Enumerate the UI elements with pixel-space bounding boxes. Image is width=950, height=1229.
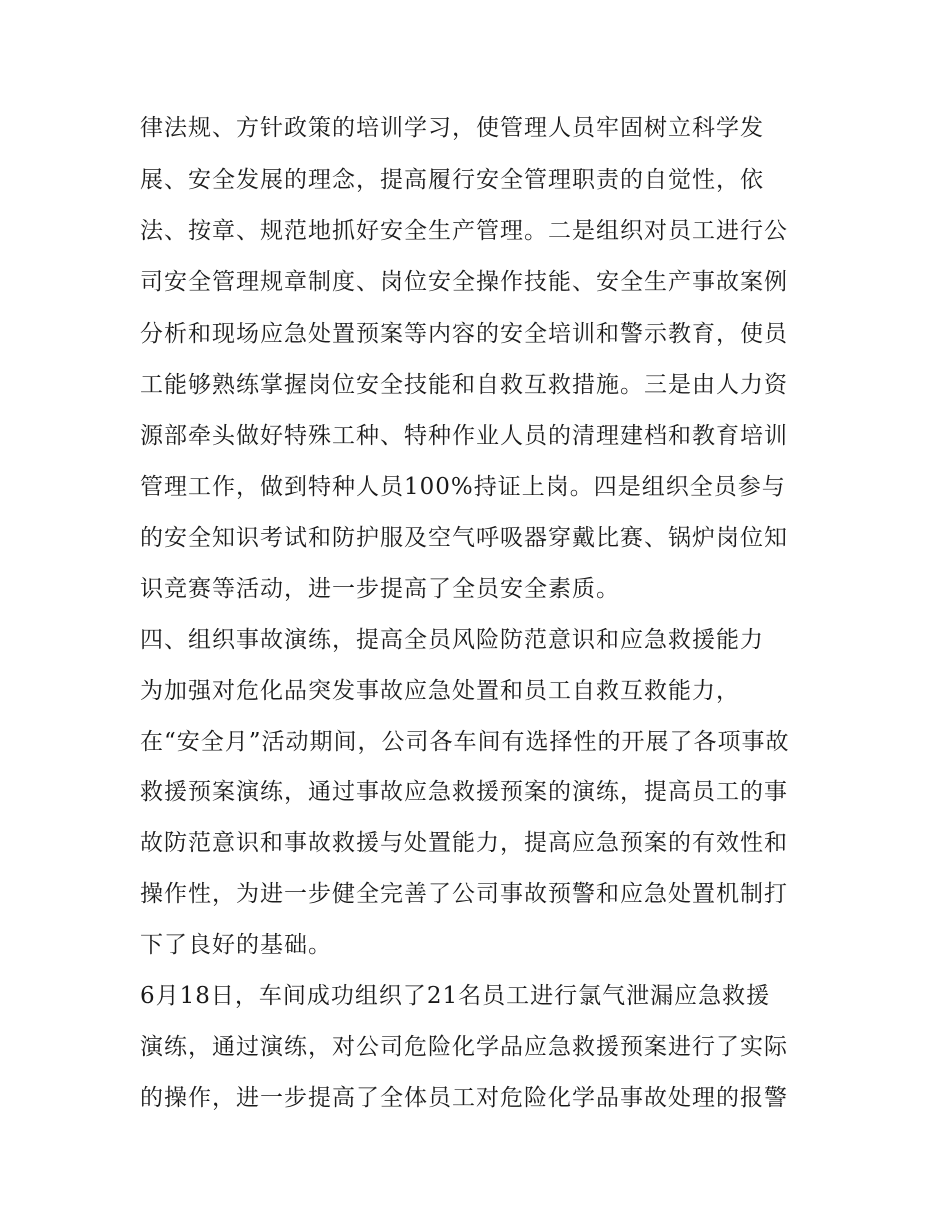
text-line: 在“安全月”活动期间，公司各车间有选择性的开展了各项事故 [140, 729, 790, 755]
text-line: 的安全知识考试和防护服及空气呼吸器穿戴比赛、锅炉岗位知 [140, 525, 788, 551]
section-heading: 四、组织事故演练，提高全员风险防范意识和应急救援能力 [140, 627, 764, 653]
text-line: 展、安全发展的理念，提高履行安全管理职责的自觉性，依 [140, 167, 764, 193]
text-line: 故防范意识和事故救援与处置能力，提高应急预案的有效性和 [140, 830, 788, 856]
text-line: 法、按章、规范地抓好安全生产管理。二是组织对员工进行公 [140, 218, 788, 244]
text-line: 操作性，为进一步健全完善了公司事故预警和应急处置机制打 [140, 881, 788, 907]
text-line: 演练，通过演练，对公司危险化学品应急救援预案进行了实际 [140, 1034, 788, 1060]
text-line: 律法规、方针政策的培训学习，使管理人员牢固树立科学发 [140, 115, 764, 141]
text-line: 识竞赛等活动，进一步提高了全员安全素质。 [140, 576, 620, 602]
text-line: 管理工作，做到特种人员100%持证上岗。四是组织全员参与 [140, 474, 786, 500]
text-line: 为加强对危化品突发事故应急处置和员工自救互救能力， [140, 678, 740, 704]
text-line: 源部牵头做好特殊工种、特种作业人员的清理建档和教育培训 [140, 423, 788, 449]
text-line: 分析和现场应急处置预案等内容的安全培训和警示教育，使员 [140, 321, 788, 347]
text-line: 6月18日，车间成功组织了21名员工进行氯气泄漏应急救援 [140, 983, 771, 1009]
text-line: 救援预案演练，通过事故应急救援预案的演练，提高员工的事 [140, 779, 788, 805]
text-line: 下了良好的基础。 [140, 932, 332, 958]
text-line: 工能够熟练掌握岗位安全技能和自救互救措施。三是由人力资 [140, 372, 788, 398]
text-line: 的操作，进一步提高了全体员工对危险化学品事故处理的报警 [140, 1085, 788, 1111]
text-line: 司安全管理规章制度、岗位安全操作技能、安全生产事故案例 [140, 269, 788, 295]
